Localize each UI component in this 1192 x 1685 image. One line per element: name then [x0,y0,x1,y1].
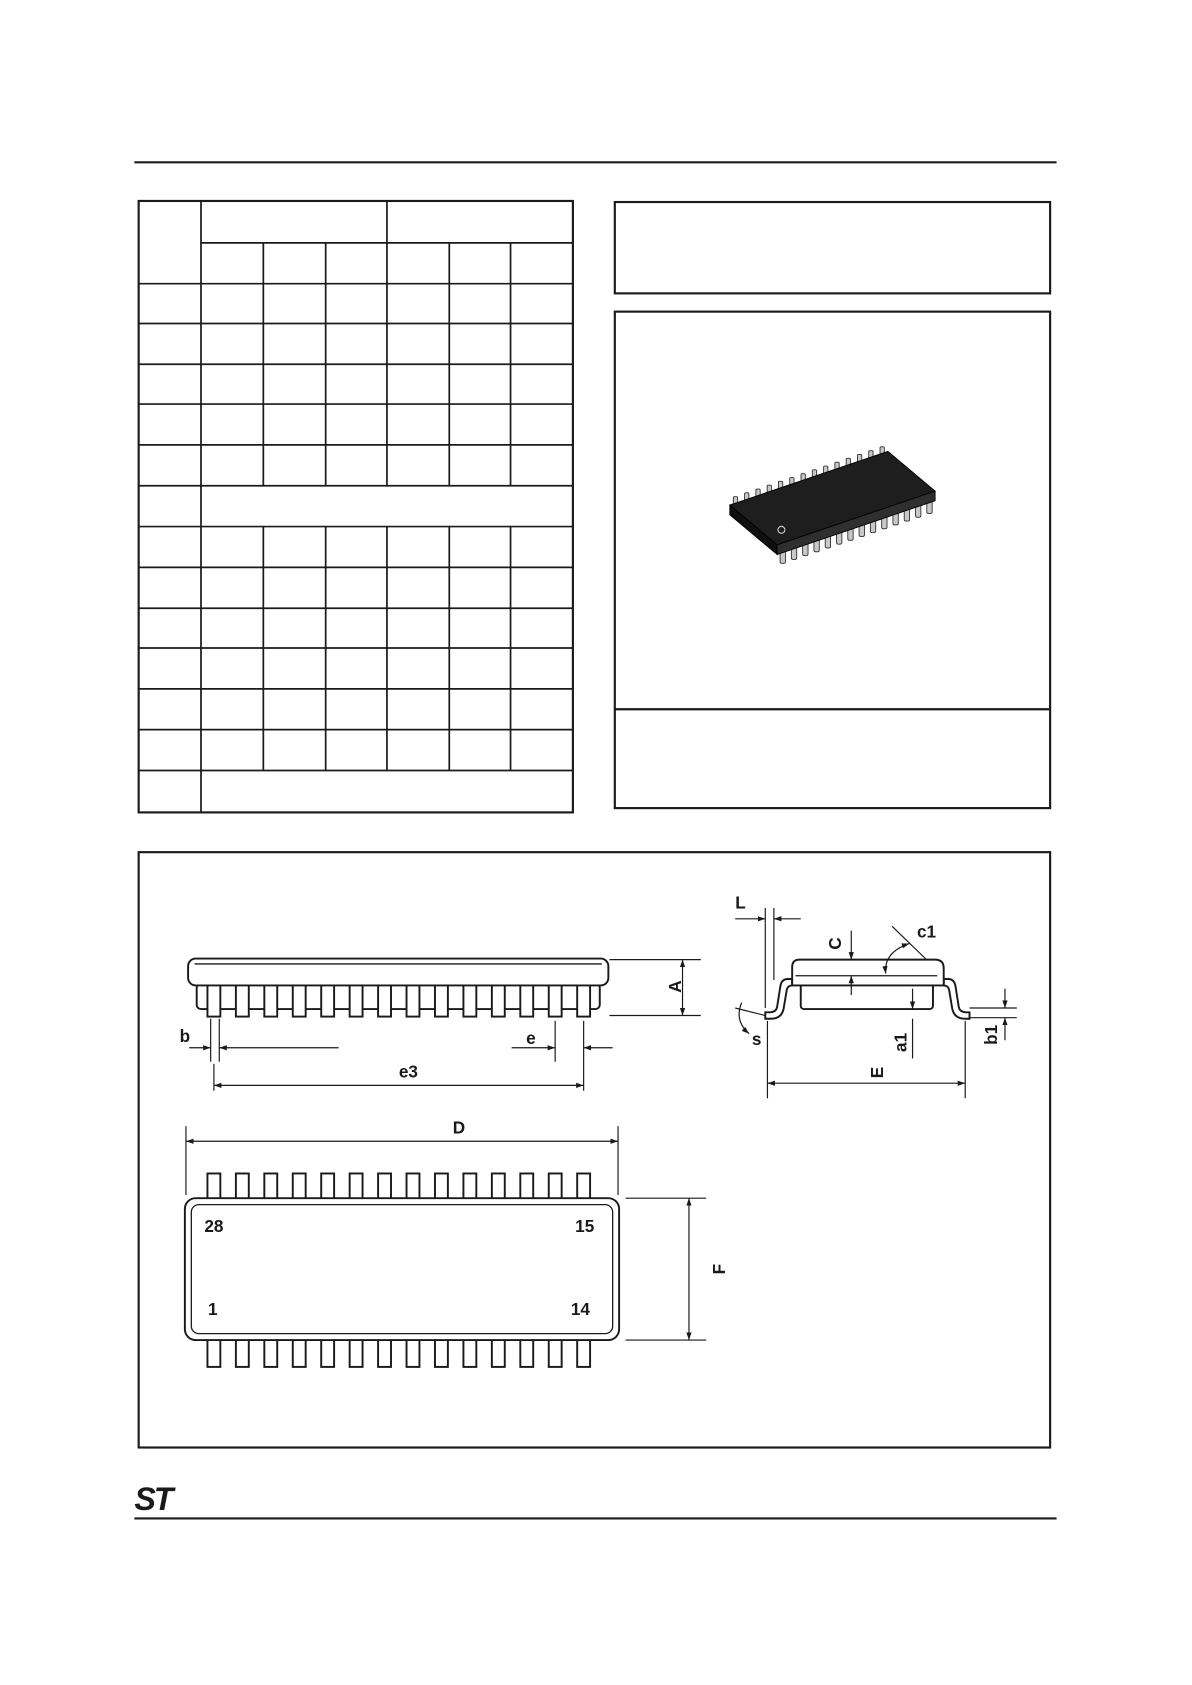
lead [492,1337,505,1367]
lead [407,983,420,1016]
lead [577,1337,590,1367]
lead [293,1337,306,1367]
lead [492,983,505,1016]
lead [321,1337,334,1367]
end-view [735,893,1017,1099]
lead [321,983,334,1016]
pin-label-28: 28 [204,1216,224,1237]
lead [463,983,476,1016]
dim-s-label: s [751,1029,762,1050]
dim-c1-label: c1 [916,921,937,942]
lead [378,983,391,1016]
lead [293,983,306,1016]
lead [264,983,277,1016]
dim-c-label: C [825,937,846,950]
lead [236,1337,249,1367]
dim-a-label: A [664,980,686,993]
end-lead-left [765,979,792,1019]
lead [520,1337,533,1367]
lead [463,1337,476,1367]
package-photo-panel [615,312,1050,808]
end-body-upper [792,960,944,986]
lead [350,983,363,1016]
lead [236,983,249,1016]
dim-l-label: L [735,892,746,913]
dim-a1-label: a1 [890,1032,911,1052]
lead [264,1337,277,1367]
lead [577,983,590,1016]
dimensions-table [139,201,573,812]
side-body-upper [188,959,608,986]
lead [549,1337,562,1367]
dim-d-label: D [452,1117,466,1138]
table-grid [139,201,573,812]
side-view [180,959,701,1091]
dim-b-label: b [179,1025,191,1046]
lead [549,983,562,1016]
side-body-lower [197,983,600,1009]
package-caption-box [615,202,1050,293]
lead [435,983,448,1016]
lead [435,1337,448,1367]
table-border [139,201,573,812]
lead [207,983,220,1016]
photo-panel-border [615,312,1050,808]
dim-f-label: F [709,1263,730,1275]
top-view [185,1117,729,1367]
dim-e-width-label: E [867,1066,888,1079]
lead [207,1337,220,1367]
top-body-outer [185,1198,619,1340]
lead [407,1337,420,1367]
top-leads-lower [207,1337,590,1367]
lead [378,1337,391,1367]
dim-b1-label: b1 [981,1024,1002,1045]
st-logo: ST [134,1480,172,1517]
pin-label-1: 1 [208,1298,218,1319]
lead [520,983,533,1016]
dim-e3-label: e3 [398,1061,419,1082]
pin-label-15: 15 [575,1216,595,1237]
pin-label-14: 14 [570,1298,590,1319]
end-lead-right [944,979,970,1019]
dim-e-label: e [526,1028,536,1049]
dim-s-arc [739,1003,749,1034]
lead [350,1337,363,1367]
package-outline-drawing [139,852,1050,1447]
package-photo [730,447,935,564]
